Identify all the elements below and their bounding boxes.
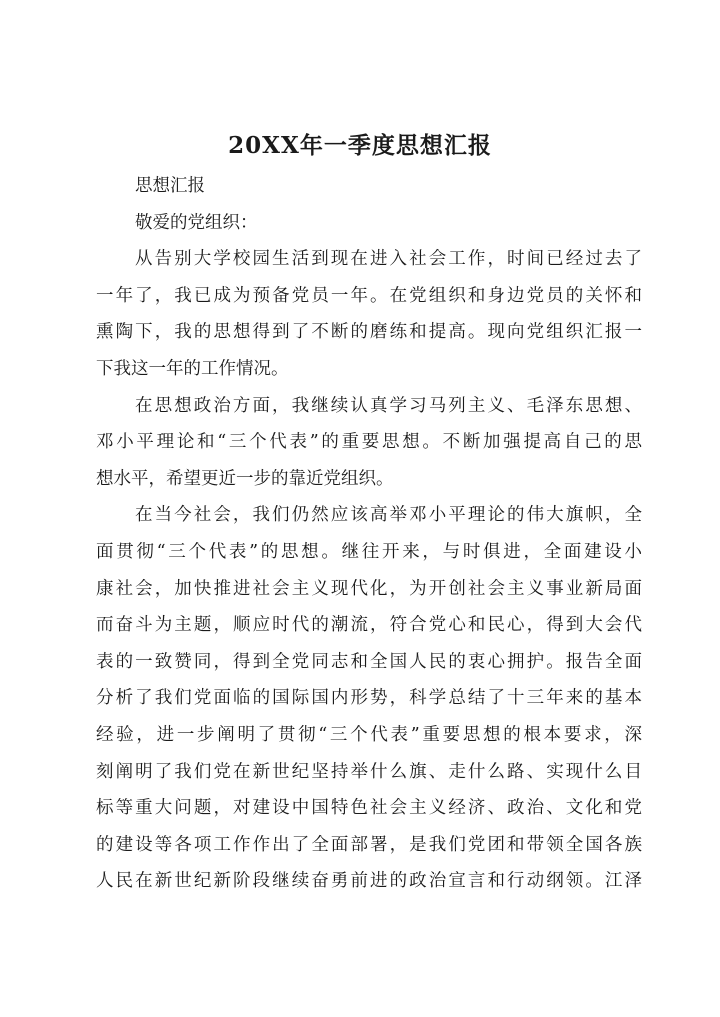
text-line: 在当今社会，我们仍然应该高举邓小平理论的伟大旗帜，全 xyxy=(135,505,642,526)
text-line: 熏陶下，我的思想得到了不断的磨练和提高。现向党组织汇报一 xyxy=(96,322,642,343)
text-line: 刻阐明了我们党在新世纪坚持举什么旗、走什么路、实现什么目 xyxy=(96,761,642,782)
text-line: 从告别大学校园生活到现在进入社会工作，时间已经过去了 xyxy=(135,249,642,270)
text-line: 一年了，我已成为预备党员一年。在党组织和身边党员的关怀和 xyxy=(96,285,642,306)
text-line: 分析了我们党面临的国际国内形势，科学总结了十三年来的基本 xyxy=(96,688,642,709)
text-line: 下我这一年的工作情况。 xyxy=(96,358,289,379)
text-line: 邓小平理论和“三个代表”的重要思想。不断加强提高自己的思 xyxy=(96,432,642,453)
text-line: 人民在新世纪新阶段继续奋勇前进的政治宣言和行动纲领。江泽 xyxy=(96,871,642,892)
text-line: 表的一致赞同，得到全党同志和全国人民的衷心拥护。报告全面 xyxy=(96,651,642,672)
text-line: 敬爱的党组织： xyxy=(135,212,258,233)
text-line: 康社会，加快推进社会主义现代化，为开创社会主义事业新局面 xyxy=(96,578,642,599)
document-title: 20XX年一季度思想汇报 xyxy=(228,132,492,159)
text-line: 在思想政治方面，我继续认真学习马列主义、毛泽东思想、 xyxy=(135,395,642,416)
text-line: 经验，进一步阐明了贯彻“三个代表”重要思想的根本要求，深 xyxy=(96,724,642,745)
text-line: 标等重大问题，对建设中国特色社会主义经济、政治、文化和党 xyxy=(96,798,642,819)
text-line: 面贯彻“三个代表”的思想。继往开来，与时俱进，全面建设小 xyxy=(96,541,642,562)
text-line: 的建设等各项工作作出了全面部署，是我们党团和带领全国各族 xyxy=(96,834,642,855)
text-line: 而奋斗为主题，顺应时代的潮流，符合党心和民心，得到大会代 xyxy=(96,615,642,636)
document-body xyxy=(96,168,642,900)
text-line: 思想汇报 xyxy=(135,176,205,196)
text-line: 想水平，希望更近一步的靠近党组织。 xyxy=(96,468,394,489)
